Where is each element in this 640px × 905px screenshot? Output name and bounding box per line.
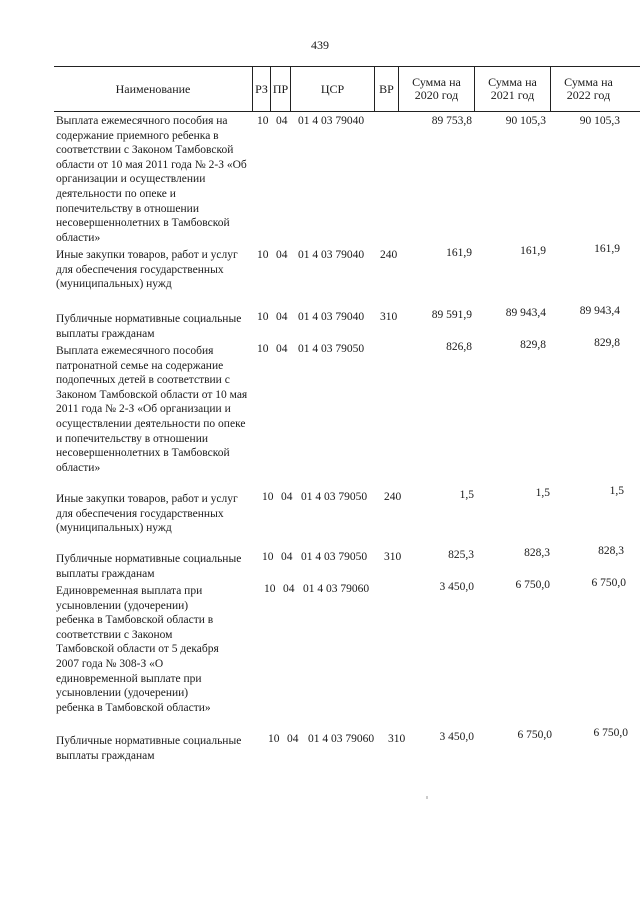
header-sum-2020: Сумма на 2020 год [398,67,474,111]
row-csr: 01 4 03 79060 [303,583,370,595]
row-sum-2020: 825,3 [448,549,474,561]
row-csr: 01 4 03 79060 [308,733,375,745]
row-rz: 10 [257,249,269,261]
row-sum-2021: 6 750,0 [517,729,552,741]
row-sum-2020: 3 450,0 [439,581,474,593]
row-pr: 04 [276,115,288,127]
row-vr: 310 [380,311,398,323]
row-name: Иные закупки товаров, работ и услуг для обеспечения государственных (муниципальных) нужд [56,493,238,535]
header-sum-2022: Сумма на 2022 год [550,67,626,111]
row-rz: 10 [264,583,276,595]
row-sum-2021: 90 105,3 [505,115,546,127]
row-csr: 01 4 03 79050 [298,343,365,355]
row-pr: 04 [276,343,288,355]
row-name: Выплата ежемесячного пособия на содержание приемного ребенка в соответствии с Законом Тамбовской области от 10 мая 2011 года № 2-З «Об организации и осуществлении деятельности по опеке и попечительству в отношении несовершеннолетних в Тамбовской области» [56,115,247,244]
table-header [54,66,640,112]
row-sum-2021: 829,8 [520,339,546,351]
row-sum-2022: 1,5 [609,485,624,497]
row-sum-2022: 89 943,4 [579,305,620,317]
row-pr: 04 [281,491,293,503]
row-sum-2022: 6 750,0 [593,727,628,739]
page-number: 439 [311,38,329,52]
row-rz: 10 [257,343,269,355]
row-sum-2020: 3 450,0 [439,731,474,743]
row-csr: 01 4 03 79040 [298,115,365,127]
scan-speck [426,796,428,799]
row-sum-2020: 89 591,9 [431,309,472,321]
row-sum-2020: 161,9 [446,247,472,259]
row-pr: 04 [281,551,293,563]
row-vr: 240 [380,249,398,261]
row-sum-2021: 89 943,4 [505,307,546,319]
header-pr: ПР [270,67,290,111]
row-pr: 04 [276,311,288,323]
row-name: Публичные нормативные социальные выплаты гражданам [56,735,242,762]
row-csr: 01 4 03 79050 [301,551,368,563]
row-sum-2021: 6 750,0 [515,579,550,591]
row-name: Иные закупки товаров, работ и услуг для обеспечения государственных (муниципальных) нужд [56,249,238,291]
row-sum-2022: 161,9 [594,243,620,255]
row-rz: 10 [257,115,269,127]
row-rz: 10 [262,551,274,563]
row-vr: 310 [384,551,402,563]
row-name: Публичные нормативные социальные выплаты гражданам [56,313,242,340]
row-csr: 01 4 03 79040 [298,249,365,261]
header-vr: ВР [374,67,398,111]
row-sum-2021: 1,5 [535,487,550,499]
row-sum-2022: 829,8 [594,337,620,349]
header-sum-2021: Сумма на 2021 год [474,67,550,111]
row-vr: 240 [384,491,402,503]
row-pr: 04 [276,249,288,261]
row-sum-2022: 828,3 [598,545,624,557]
row-vr: 310 [388,733,406,745]
row-rz: 10 [268,733,280,745]
row-sum-2020: 826,8 [446,341,472,353]
row-sum-2020: 89 753,8 [431,115,472,127]
row-pr: 04 [283,583,295,595]
row-pr: 04 [287,733,299,745]
row-name: Выплата ежемесячного пособия патронатной семье на содержание подопечных детей в соответствии с Законом Тамбовской области от 10 мая 2011 года № 2-З «Об организации и осуществлении деятельности по опеке и попечительству в отношении несовершеннолетних в Тамбовской области» [56,345,248,474]
row-csr: 01 4 03 79050 [301,491,368,503]
row-sum-2021: 161,9 [520,245,546,257]
row-rz: 10 [257,311,269,323]
header-name: Наименование [115,81,191,96]
row-csr: 01 4 03 79040 [298,311,365,323]
row-sum-2022: 6 750,0 [591,577,626,589]
row-sum-2020: 1,5 [459,489,474,501]
row-name: Единовременная выплата при усыновлении (удочерении) ребенка в Тамбовской области в соответствии с Законом Тамбовской области от 5 декабря 2007 года № 308-З «О единовременной выплате при усыновлении (удочерении) ребенка в Тамбовской области» [56,585,219,714]
row-sum-2021: 828,3 [524,547,550,559]
row-rz: 10 [262,491,274,503]
row-name: Публичные нормативные социальные выплаты гражданам [56,553,242,580]
header-rz: РЗ [252,67,270,111]
header-csr: ЦСР [290,67,374,111]
row-sum-2022: 90 105,3 [579,115,620,127]
